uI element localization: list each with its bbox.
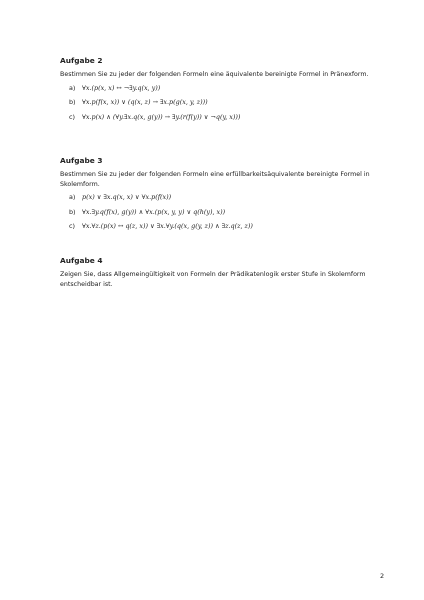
exercise-2-item-a <box>69 84 370 93</box>
exercise-2-title: Aufgabe 2 <box>60 56 103 65</box>
item-label: c) <box>69 112 76 121</box>
item-label: a) <box>69 83 76 92</box>
exercise-3-item-a <box>69 193 370 202</box>
exercise-3-item-c <box>69 222 370 231</box>
exercise-4-title: Aufgabe 4 <box>60 256 103 265</box>
exercise-4-text: Zeigen Sie, dass Allgemeingültigkeit von Formeln der Prädikatenlogik erster Stufe in Skolemform entscheidbar ist. <box>60 271 366 288</box>
exercise-3-text: Bestimmen Sie zu jeder der folgenden Formeln eine erfüllbarkeitsäquivalente bereinigte Formel in Skolemform. <box>60 171 370 188</box>
exercise-3-title: Aufgabe 3 <box>60 156 103 165</box>
item-label: a) <box>69 193 76 202</box>
page-number: 2 <box>380 572 385 580</box>
item-formula: p(x) ∨ ∃x.q(x, x) ∨ ∀x.p(f(x)) <box>82 193 172 202</box>
item-label: c) <box>69 222 76 231</box>
exercise-3-items <box>60 193 370 232</box>
exercise-4 <box>60 256 370 289</box>
exercise-3 <box>60 156 370 237</box>
item-label: b) <box>69 207 76 216</box>
item-formula: ∀x.∃y.q(f(x), g(y)) ∧ ∀x.(p(x, y, y) ∨ q(h(y), x)) <box>82 207 226 216</box>
exercise-2-item-c <box>69 113 370 122</box>
item-formula: ∀x.p(f(x, x)) ∨ (q(x, z) → ∃x.p(g(x, y, z))) <box>82 98 208 107</box>
exercise-2-item-b <box>69 98 370 107</box>
exercise-3-item-b <box>69 208 370 217</box>
item-formula: ∀x.∀z.(p(x) ↔ q(z, x)) ∨ ∃x.∀y.(q(x, g(y, z)) ∧ ∃z.q(z, z)) <box>82 222 253 231</box>
exercise-2-text: Bestimmen Sie zu jeder der folgenden Formeln eine äquivalente bereinigte Formel in Pränexform. <box>60 71 369 78</box>
item-formula: ∀x.(p(x, x) ↔ ¬∃y.q(x, y)) <box>82 83 161 92</box>
exercise-2-items <box>60 84 370 123</box>
exercise-2 <box>60 56 370 127</box>
item-formula: ∀x.p(x) ∧ (∀y.∃x.q(x, g(y)) → ∃y.(r(f(y)) ∨ ¬q(y, x))) <box>82 112 241 121</box>
item-label: b) <box>69 98 76 107</box>
